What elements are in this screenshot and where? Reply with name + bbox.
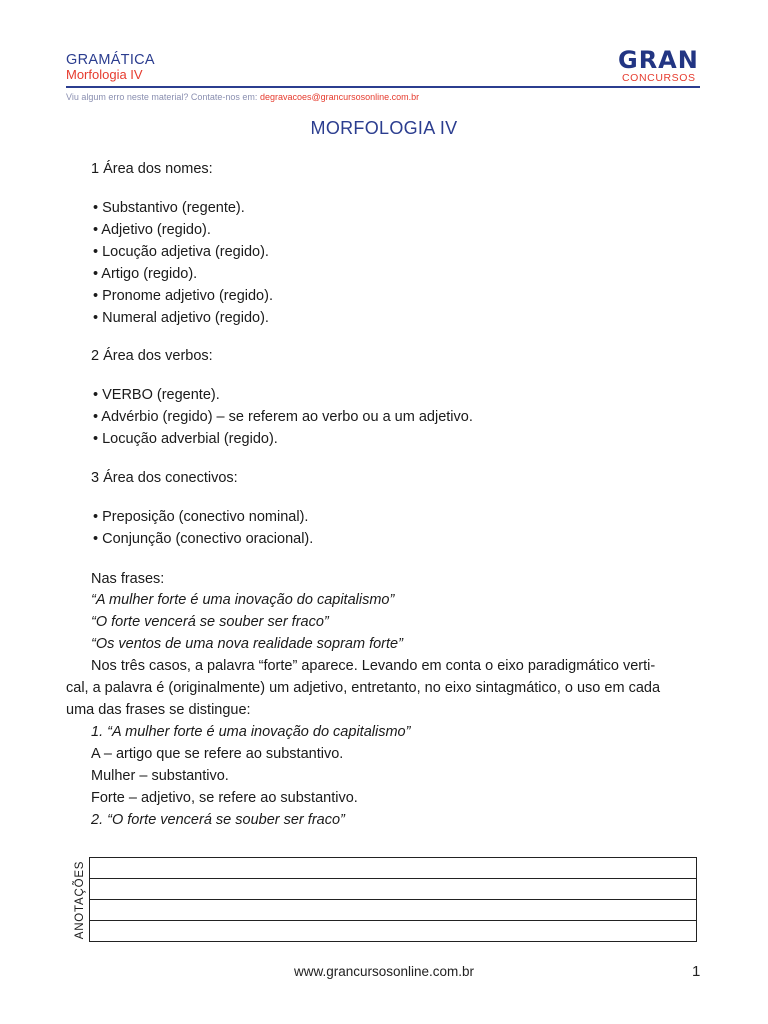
section-heading-nomes: 1 Área dos nomes: — [91, 161, 213, 177]
list-item: • Conjunção (conectivo oracional). — [93, 531, 314, 547]
notes-line[interactable] — [90, 879, 696, 900]
logo-sub-text: CONCURSOS — [622, 72, 696, 84]
example-quote: “O forte vencerá se souber ser fraco” — [91, 614, 329, 630]
list-item: • Pronome adjetivo (regido). — [93, 288, 273, 304]
contact-text: Viu algum erro neste material? Contate-nos em: — [66, 92, 258, 102]
example-quote: “Os ventos de uma nova realidade sopram forte” — [91, 636, 403, 652]
examples-intro: Nas frases: — [91, 571, 165, 587]
notes-box[interactable] — [89, 857, 697, 942]
paragraph-line: Nos três casos, a palavra “forte” aparece. Levando em conta o eixo paradigmático verti- — [91, 658, 656, 674]
contact-line — [66, 92, 419, 102]
paragraph-line: uma das frases se distingue: — [66, 702, 251, 718]
header-divider — [66, 86, 700, 88]
analysis-line: Mulher – substantivo. — [91, 768, 229, 784]
list-item: • Preposição (conectivo nominal). — [93, 509, 309, 525]
example-quote: “A mulher forte é uma inovação do capitalismo” — [91, 592, 395, 608]
analysis-line: 1. “A mulher forte é uma inovação do capitalismo” — [91, 724, 411, 740]
section-heading-verbos: 2 Área dos verbos: — [91, 348, 213, 364]
list-item: • Adjetivo (regido). — [93, 222, 211, 238]
list-item: • Locução adjetiva (regido). — [93, 244, 269, 260]
contact-email-link[interactable]: degravacoes@grancursosonline.com.br — [259, 92, 420, 102]
paragraph-line: cal, a palavra é (originalmente) um adjetivo, entretanto, no eixo sintagmático, o uso em cada — [66, 680, 661, 696]
gran-logo — [618, 48, 702, 84]
analysis-line: 2. “O forte vencerá se souber ser fraco” — [91, 812, 345, 828]
header-topic: Morfologia IV — [66, 67, 143, 82]
list-item: • Numeral adjetivo (regido). — [93, 310, 269, 326]
section-heading-conectivos: 3 Área dos conectivos: — [91, 470, 238, 486]
footer-url-link[interactable]: www.grancursosonline.com.br — [293, 964, 475, 979]
header-subject: GRAMÁTICA — [66, 52, 155, 68]
list-item: • Locução adverbial (regido). — [93, 431, 278, 447]
list-item: • Substantivo (regente). — [93, 200, 245, 216]
notes-line[interactable] — [90, 858, 696, 879]
analysis-line: A – artigo que se refere ao substantivo. — [91, 746, 344, 762]
list-item: • VERBO (regente). — [93, 387, 220, 403]
notes-line[interactable] — [90, 900, 696, 921]
list-item: • Advérbio (regido) – se referem ao verbo ou a um adjetivo. — [93, 409, 473, 425]
logo-main-text: GRAN — [618, 46, 699, 74]
notes-label: ANOTAÇÕES — [74, 860, 86, 940]
page-number: 1 — [692, 963, 701, 980]
page-title: MORFOLOGIA IV — [310, 118, 458, 138]
list-item: • Artigo (regido). — [93, 266, 198, 282]
analysis-line: Forte – adjetivo, se refere ao substantivo. — [91, 790, 358, 806]
notes-line[interactable] — [90, 921, 696, 942]
